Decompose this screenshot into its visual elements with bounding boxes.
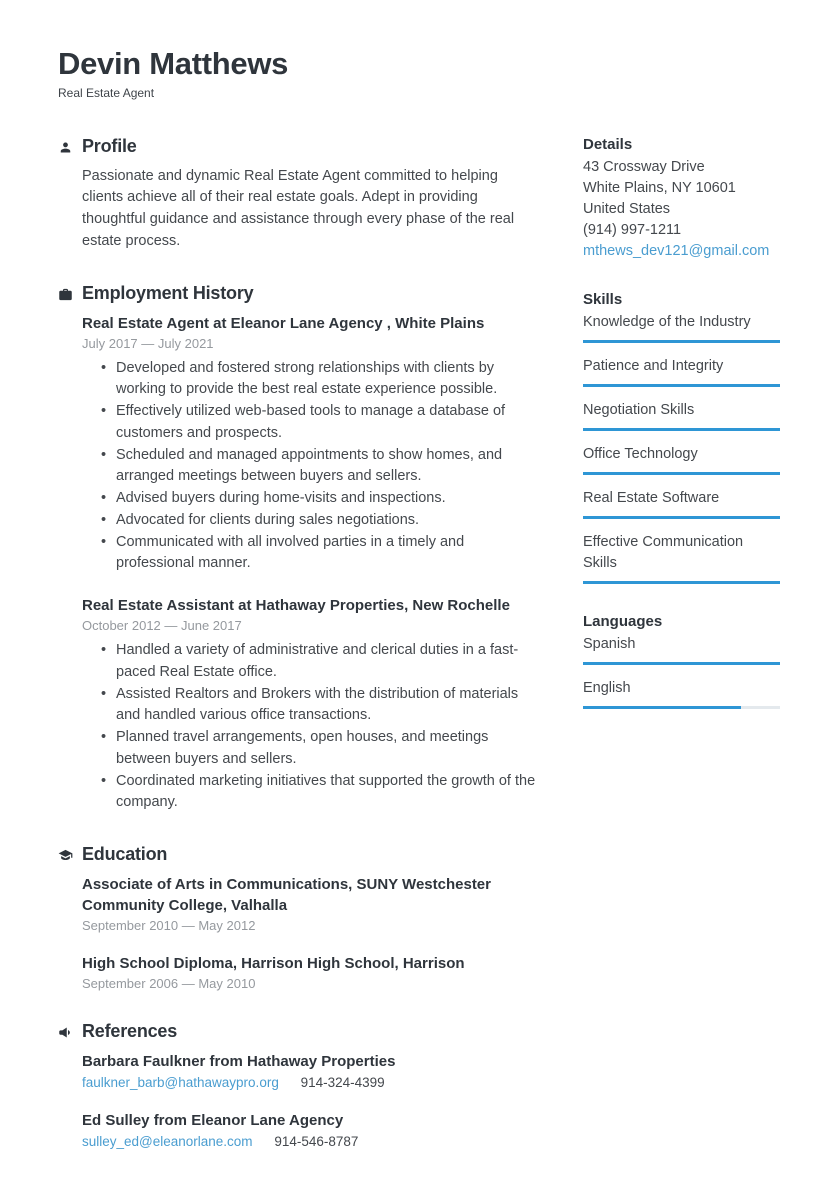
candidate-name: Devin Matthews	[58, 46, 289, 81]
skill-label: Office Technology	[583, 445, 698, 462]
job-bullet-list	[82, 358, 540, 576]
education-entry	[82, 874, 540, 933]
skill-item	[583, 312, 780, 343]
skill-level-bar	[583, 472, 780, 475]
sidebar-column	[583, 136, 780, 738]
skill-item	[583, 400, 780, 431]
job-bullet: • Advised buyers during home-visits and inspections.	[82, 488, 540, 510]
candidate-title: Real Estate Agent	[58, 85, 155, 100]
reference-name: Barbara Faulkner from Hathaway Properties	[82, 1053, 396, 1071]
education-dates: September 2010 — May 2012	[82, 918, 256, 934]
skill-item	[583, 356, 780, 387]
job-title: Real Estate Assistant at Hathaway Properties, New Rochelle	[82, 597, 510, 615]
skill-level-bar	[583, 516, 780, 519]
education-section	[58, 844, 540, 991]
job-bullet: • Coordinated marketing initiatives that supported the growth of the company.	[82, 771, 540, 815]
education-dates: September 2006 — May 2010	[82, 976, 256, 992]
resume-header	[58, 46, 780, 100]
profile-heading: Profile	[82, 135, 137, 156]
education-title: Associate of Arts in Communications, SUNY Westchester Community College, Valhalla	[82, 876, 491, 915]
job-bullet: • Planned travel arrangements, open houses, and meetings between buyers and sellers.	[82, 727, 540, 771]
job-bullet: • Developed and fostered strong relationships with clients by working to provide the best real estate experience possible.	[82, 358, 540, 402]
job-dates: October 2012 — June 2017	[82, 618, 242, 634]
employment-heading: Employment History	[82, 282, 254, 303]
person-icon	[58, 142, 73, 159]
skill-label: Patience and Integrity	[583, 357, 724, 374]
education-entry	[82, 953, 540, 991]
details-heading: Details	[583, 135, 633, 153]
briefcase-icon	[58, 289, 73, 306]
language-level-bar	[583, 706, 780, 709]
reference-name: Ed Sulley from Eleanor Lane Agency	[82, 1112, 344, 1130]
reference-entry	[82, 1110, 540, 1149]
job-bullet: • Handled a variety of administrative and clerical duties in a fast-paced Real Estate office.	[82, 640, 540, 684]
skills-heading: Skills	[583, 290, 623, 308]
employment-section	[58, 283, 540, 815]
graduation-cap-icon	[58, 850, 73, 867]
skill-item	[583, 444, 780, 475]
education-heading: Education	[82, 844, 168, 865]
phone-number: (914) 997-1211	[583, 221, 682, 238]
reference-email-link[interactable]: sulley_ed@eleanorlane.com	[82, 1134, 253, 1150]
address-country: United States	[583, 200, 671, 217]
language-item	[583, 678, 780, 709]
job-bullet: • Scheduled and managed appointments to show homes, and arranged meetings between buyers and sellers.	[82, 445, 540, 489]
job-entry	[82, 313, 540, 576]
address-line-2: White Plains, NY 10601	[583, 179, 736, 196]
languages-heading: Languages	[583, 612, 663, 630]
language-label: English	[583, 679, 631, 696]
profile-section	[58, 136, 540, 253]
skill-item	[583, 488, 780, 519]
language-label: Spanish	[583, 635, 636, 652]
languages-section	[583, 613, 780, 709]
job-bullet: • Advocated for clients during sales negotiations.	[82, 510, 540, 532]
skill-label: Knowledge of the Industry	[583, 313, 751, 330]
job-bullet: • Communicated with all involved parties in a timely and professional manner.	[82, 532, 540, 576]
skill-label: Real Estate Software	[583, 489, 720, 506]
reference-phone: 914-546-8787	[274, 1134, 359, 1150]
skill-level-bar	[583, 340, 780, 343]
details-section	[583, 136, 780, 262]
job-title: Real Estate Agent at Eleanor Lane Agency , White Plains	[82, 314, 485, 332]
references-heading: References	[82, 1021, 178, 1042]
job-bullet: • Effectively utilized web-based tools to manage a database of customers and prospects.	[82, 401, 540, 445]
reference-phone: 914-324-4399	[300, 1075, 385, 1091]
address-line-1: 43 Crossway Drive	[583, 158, 705, 175]
education-title: High School Diploma, Harrison High School, Harrison	[82, 955, 465, 973]
skill-label: Negotiation Skills	[583, 401, 695, 418]
references-section	[58, 1021, 540, 1149]
email-link[interactable]: mthews_dev121@gmail.com	[583, 242, 770, 259]
skill-label: Effective Communication Skills	[583, 533, 744, 571]
skill-level-bar	[583, 581, 780, 584]
language-item	[583, 634, 780, 665]
main-column	[58, 136, 540, 1150]
job-bullet-list	[82, 640, 540, 814]
job-dates: July 2017 — July 2021	[82, 335, 214, 351]
skills-section	[583, 291, 780, 584]
skill-item	[583, 532, 780, 584]
job-entry	[82, 595, 540, 814]
language-level-bar	[583, 662, 780, 665]
megaphone-icon	[58, 1027, 73, 1044]
profile-text: Passionate and dynamic Real Estate Agent committed to helping clients achieve all of their real estate goals. Adept in providing thoughtful guidance and assistance through every phase of the real estate process.	[82, 167, 515, 249]
reference-entry	[82, 1051, 540, 1090]
reference-email-link[interactable]: faulkner_barb@hathawaypro.org	[82, 1075, 279, 1091]
job-bullet: • Assisted Realtors and Brokers with the distribution of materials and handled various office transactions.	[82, 684, 540, 728]
skill-level-bar	[583, 384, 780, 387]
skill-level-bar	[583, 428, 780, 431]
